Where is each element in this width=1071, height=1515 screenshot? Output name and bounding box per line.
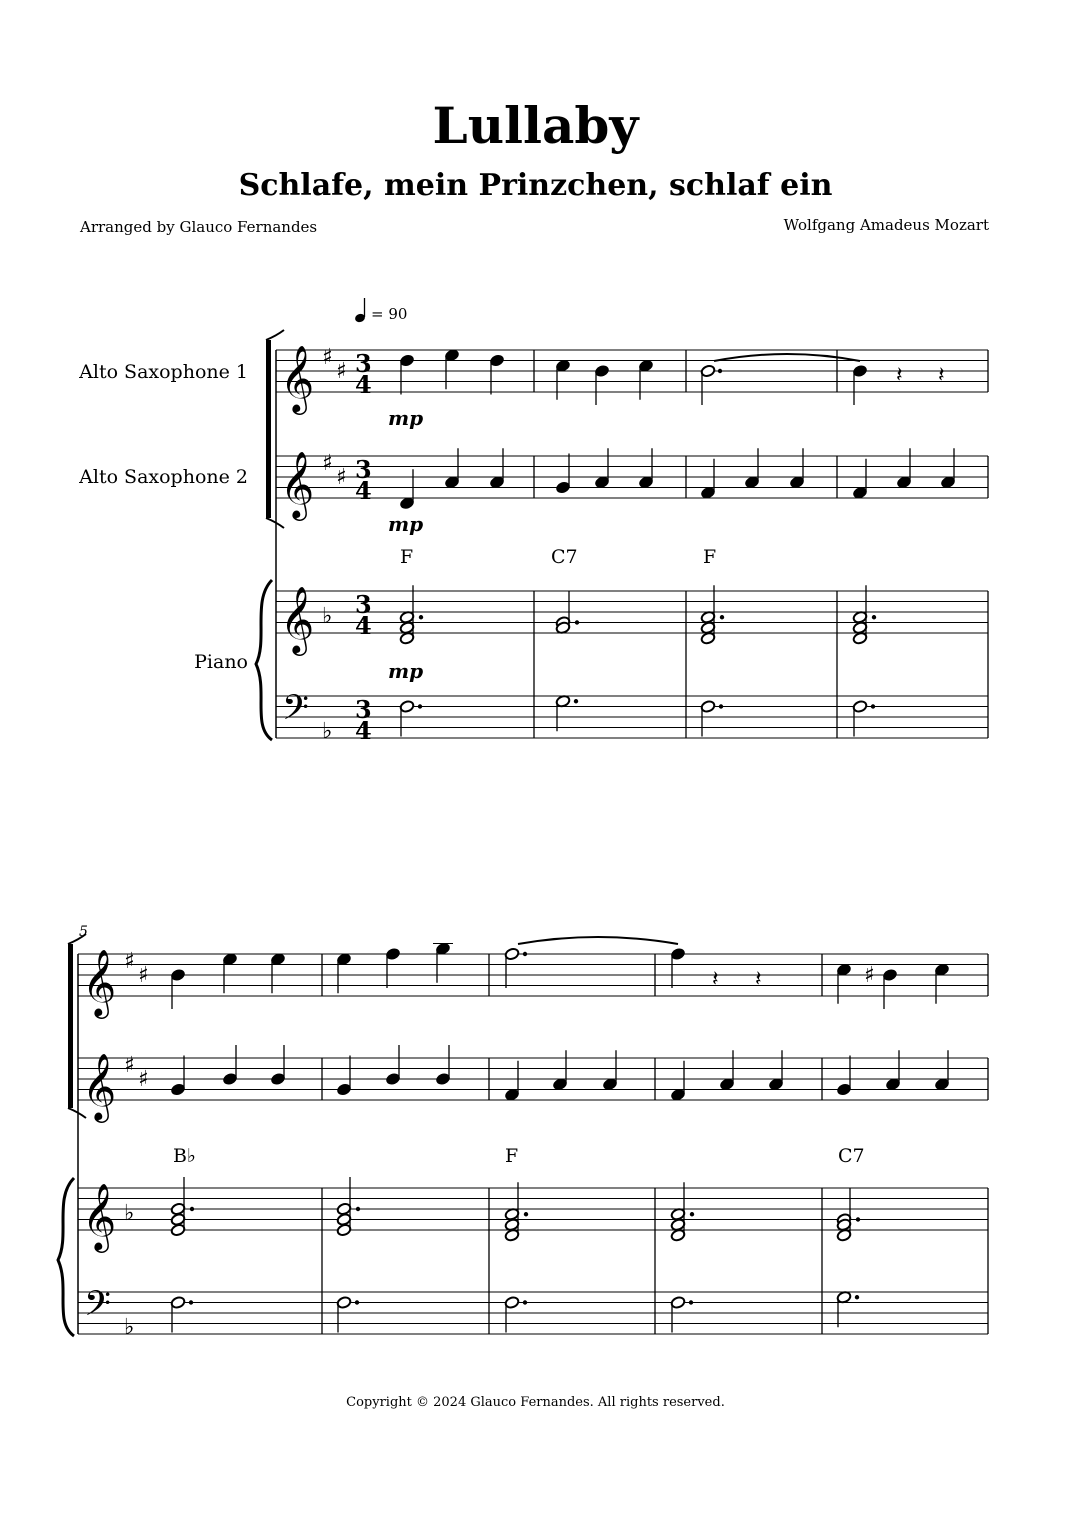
flat: ♭ [322,719,333,744]
time-signature-bottom: 4 [355,476,372,505]
tie [518,937,678,944]
dynamic-mp-sax1: mp [388,406,424,430]
measure-number: 5 [79,924,88,940]
treble-clef: 𝄞 [82,1052,117,1120]
sharp: ♯ [124,1053,135,1078]
sharp: ♯ [322,345,333,370]
score-title: Lullaby [432,96,639,155]
chord-symbol: F [703,546,717,568]
flat: ♭ [124,1315,135,1340]
quarter-rest: 𝄽 [896,363,903,388]
augmentation-dot [524,1212,528,1216]
chord-symbol: F [505,1145,519,1167]
time-signature-bottom: 4 [355,716,372,745]
system-1 [256,330,988,745]
tempo-text: = 90 [371,305,408,323]
sharp: ♯ [138,1067,149,1092]
time-signature-top: 3 [355,590,372,619]
label-alto-sax-1: Alto Saxophone 1 [79,361,248,383]
time-signature-top: 3 [355,455,372,484]
augmentation-dot [523,952,527,956]
augmentation-dot [189,1300,193,1304]
chord-symbol: B♭ [173,1145,196,1167]
augmentation-dot [355,1300,359,1304]
augmentation-dot [856,1217,860,1221]
augmentation-dot [855,1295,859,1299]
treble-clef: 𝄞 [280,585,315,653]
sharp: ♯ [138,963,149,988]
chord-symbol: C7 [838,1145,865,1167]
augmentation-dot [419,615,423,619]
flat: ♭ [124,1201,135,1226]
augmentation-dot [718,369,722,373]
augmentation-dot [574,699,578,703]
augmentation-dot [689,1300,693,1304]
label-alto-sax-2: Alto Saxophone 2 [79,466,248,488]
sharp: ♯ [322,451,333,476]
treble-clef: 𝄞 [280,450,315,518]
augmentation-dot [523,1300,527,1304]
piano-brace [256,580,272,740]
chord-symbol: F [400,546,414,568]
label-piano: Piano [194,651,248,673]
bracket-hook [266,330,284,340]
augmentation-dot [719,704,723,708]
tie [714,354,860,361]
augmentation-dot [356,1207,360,1211]
quarter-rest: 𝄽 [712,967,719,992]
augmentation-dot [190,1207,194,1211]
sharp: ♯ [336,359,347,384]
composer-credit: Wolfgang Amadeus Mozart [783,216,989,234]
time-signature-top: 3 [355,349,372,378]
sharp: ♯ [124,949,135,974]
quarter-rest: 𝄽 [755,967,762,992]
treble-clef: 𝄞 [82,948,117,1016]
flat: ♭ [322,604,333,629]
sharp: ♯ [864,963,875,988]
augmentation-dot [418,704,422,708]
staff-bracket [68,944,73,1108]
augmentation-dot [871,704,875,708]
quarter-rest: 𝄽 [938,363,945,388]
treble-clef: 𝄞 [280,344,315,412]
piano-brace [58,1178,74,1336]
bass-clef: 𝄢 [282,687,310,736]
time-signature-bottom: 4 [355,611,372,640]
dynamic-mp-piano: mp [388,659,424,683]
tempo-marking [354,298,408,323]
staff-bracket [266,340,271,518]
bass-clef: 𝄢 [84,1283,112,1332]
augmentation-dot [720,615,724,619]
chord-symbol: C7 [551,546,578,568]
copyright-notice: Copyright © 2024 Glauco Fernandes. All rights reserved. [346,1395,725,1410]
arranger-credit: Arranged by Glauco Fernandes [80,218,318,236]
dynamic-mp-sax2: mp [388,512,424,536]
score-subtitle: Schlafe, mein Prinzchen, schlaf ein [238,168,833,203]
augmentation-dot [575,620,579,624]
sharp: ♯ [336,465,347,490]
augmentation-dot [872,615,876,619]
bracket-hook [266,518,284,528]
time-signature-top: 3 [355,695,372,724]
system-2 [58,934,988,1340]
augmentation-dot [690,1212,694,1216]
treble-clef: 𝄞 [82,1182,117,1250]
time-signature-bottom: 4 [355,370,372,399]
